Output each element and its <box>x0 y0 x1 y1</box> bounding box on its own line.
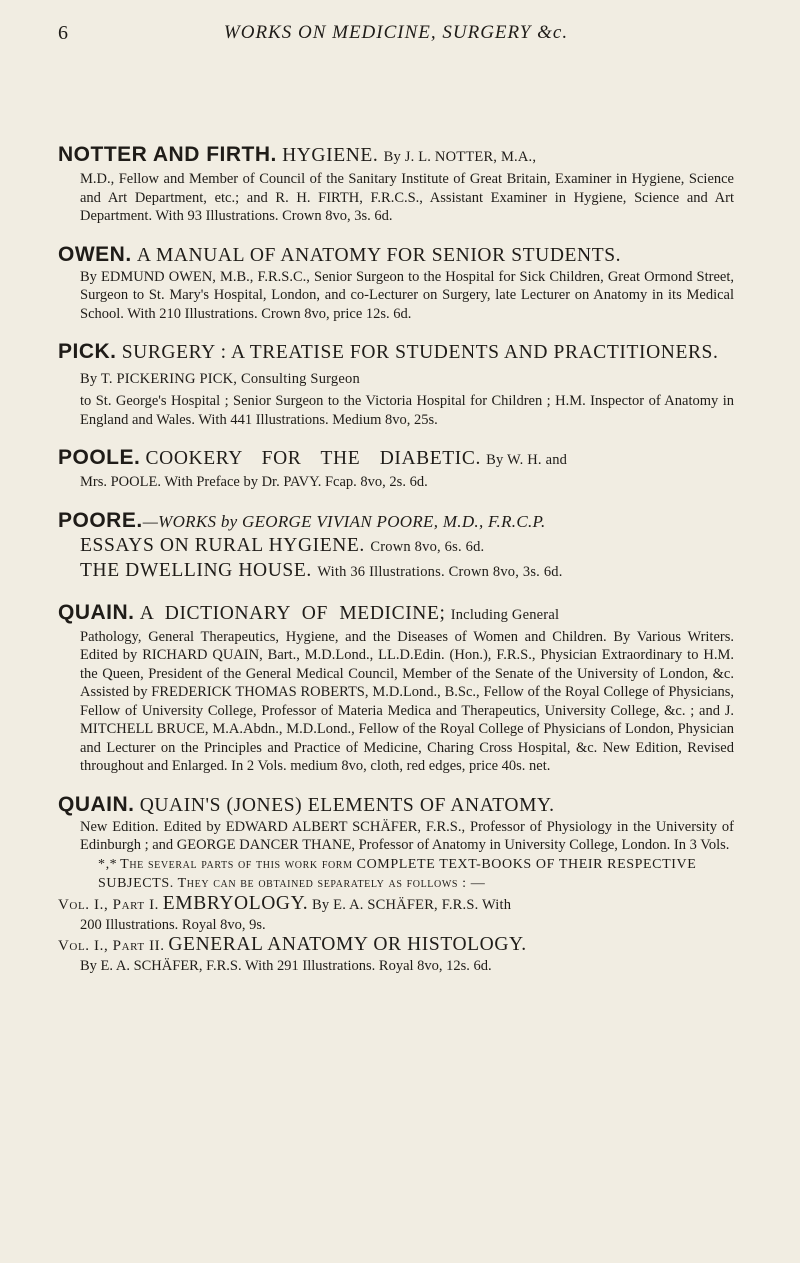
note-text: The several parts of this work form COMPLETE TEXT-BOOKS OF THEIR RESPECTIVE SUBJECTS. They can be obtained separately as follows : — <box>98 856 697 891</box>
entry-author: POOLE. <box>58 446 141 469</box>
entry-author: OWEN. <box>58 242 132 266</box>
entry-heading <box>58 600 734 628</box>
poore-book-2 <box>58 559 734 584</box>
entry-title: SURGERY : A TREATISE FOR STUDENTS AND PRACTITIONERS. <box>121 342 719 363</box>
entry-author: PICK. <box>58 340 117 363</box>
entry-description: to St. George's Hospital ; Senior Surgeon to the Victoria Hospital for Children ; H.M. Inspector of Anatomy in England and Wales. With 441 Illustrations. Medium 8vo, 25s. <box>80 393 734 428</box>
entry-poole <box>58 445 734 492</box>
entry-pick <box>58 339 734 429</box>
entry-byline: By J. L. NOTTER, M.A., <box>383 149 537 165</box>
entry-author: QUAIN. <box>58 600 135 624</box>
entry-heading <box>58 142 734 170</box>
entry-author: POORE. <box>58 508 143 532</box>
entry-byline: Including General <box>450 606 560 623</box>
entry-author: QUAIN. <box>58 792 135 816</box>
entry-description: M.D., Fellow and Member of Council of the Sanitary Institute of Great Britain, Examiner in Hygiene, Science and Art Department, etc.; and R. H. FIRTH, F.R.C.S., Assistant Examiner in Hygiene, Science and Art Department. With 93 Illustrations. Crown 8vo, 3s. 6d. <box>80 171 734 224</box>
entry-heading <box>58 508 734 534</box>
entry-heading <box>58 242 734 268</box>
entry-title: A MANUAL OF ANATOMY FOR SENIOR STUDENTS. <box>136 244 622 266</box>
entry-poore <box>58 508 734 584</box>
entry-description: Pathology, General Therapeutics, Hygiene, and the Diseases of Women and Children. By Various Writers. Edited by RICHARD QUAIN, Bart., M.D.Lond., LL.D.Edin. (Hon.), F.R.S., Physician Extraordinary to H.M. the Queen, President of the General Medical Council, Member of the Senate of the University of London, &c. Assisted by FREDERICK THOMAS ROBERTS, M.D.Lond., B.Sc., Fellow of the Royal College of Physicians, Fellow of University College, Professor of Materia Medica and Therapeutics, University College, &c. ; and J. MITCHELL BRUCE, M.A.Abdn., M.D.Lond., Fellow of the Royal College of Physicians of London, Physician and Lecturer on the Principles and Practice of Medicine, Charing Cross Hospital, &c. New Edition, Revised throughout and Enlarged. In 2 Vols. medium 8vo, cloth, red edges, price 40s. net. <box>80 628 734 774</box>
volume-heading <box>58 934 734 957</box>
entry-byline: By W. H. and <box>486 452 568 468</box>
volume-details-cont: By E. A. SCHÄFER, F.R.S. With 291 Illustrations. Royal 8vo, 12s. 6d. <box>80 957 492 974</box>
entry-byline: By T. PICKERING PICK, Consulting Surgeon <box>80 371 360 387</box>
volume-title: EMBRYOLOGY. <box>162 892 309 914</box>
entry-note <box>58 855 734 893</box>
volume-embryology <box>58 893 734 934</box>
entry-description: New Edition. Edited by EDWARD ALBERT SCHÄFER, F.R.S., Professor of Physiology in the University of Edinburgh ; and GEORGE DANCER THANE, Professor of Anatomy in University College, London. In 3 Vols. <box>80 818 734 853</box>
entry-author: NOTTER AND FIRTH. <box>58 143 277 166</box>
entry-title: HYGIENE. <box>282 145 379 166</box>
entry-notter-firth <box>58 142 734 226</box>
entry-description: Mrs. POOLE. With Preface by Dr. PAVY. Fcap. 8vo, 2s. 6d. <box>80 474 428 490</box>
entry-heading <box>58 792 734 818</box>
note-mark: *‚* <box>98 856 117 872</box>
book-title: ESSAYS ON RURAL HYGIENE. <box>80 534 365 556</box>
entry-title: A DICTIONARY OF MEDICINE; <box>139 602 446 624</box>
volume-label: Vol. I., Part I. <box>58 896 160 913</box>
running-title: WORKS ON MEDICINE, SURGERY &c. <box>223 22 569 43</box>
volume-details: By E. A. SCHÄFER, F.R.S. With <box>312 896 512 913</box>
entry-heading <box>58 339 734 392</box>
book-details: With 36 Illustrations. Crown 8vo, 3s. 6d. <box>317 563 563 580</box>
entry-title: QUAIN'S (JONES) ELEMENTS OF ANATOMY. <box>139 794 555 816</box>
page-number: 6 <box>58 22 68 44</box>
catalogue-entries <box>58 70 734 975</box>
volume-heading <box>58 893 734 916</box>
entry-quain-dictionary <box>58 600 734 776</box>
poore-book-1 <box>58 534 734 559</box>
book-title: THE DWELLING HOUSE. <box>80 559 312 581</box>
running-head <box>58 0 734 70</box>
entry-description: By EDMUND OWEN, M.B., F.R.S.C., Senior Surgeon to the Hospital for Sick Children, Great Ormond Street, Surgeon to St. Mary's Hospital, London, and co-Lecturer on Surgery, late Lecturer on Anatomy in its Medical School. With 210 Illustrations. Crown 8vo, price 12s. 6d. <box>80 268 734 322</box>
book-details: Crown 8vo, 6s. 6d. <box>370 538 485 555</box>
entry-title: COOKERY FOR THE DIABETIC. <box>145 448 481 469</box>
entry-heading <box>58 445 734 473</box>
volume-label: Vol. I., Part II. <box>58 937 165 954</box>
entry-works-by: —WORKS by GEORGE VIVIAN POORE, M.D., F.R.C.P. <box>142 511 546 531</box>
volume-title: GENERAL ANATOMY OR HISTOLOGY. <box>168 933 527 955</box>
entry-quain-anatomy <box>58 792 734 975</box>
entry-owen <box>58 242 734 324</box>
volume-details-cont: 200 Illustrations. Royal 8vo, 9s. <box>80 916 266 933</box>
volume-histology <box>58 934 734 975</box>
